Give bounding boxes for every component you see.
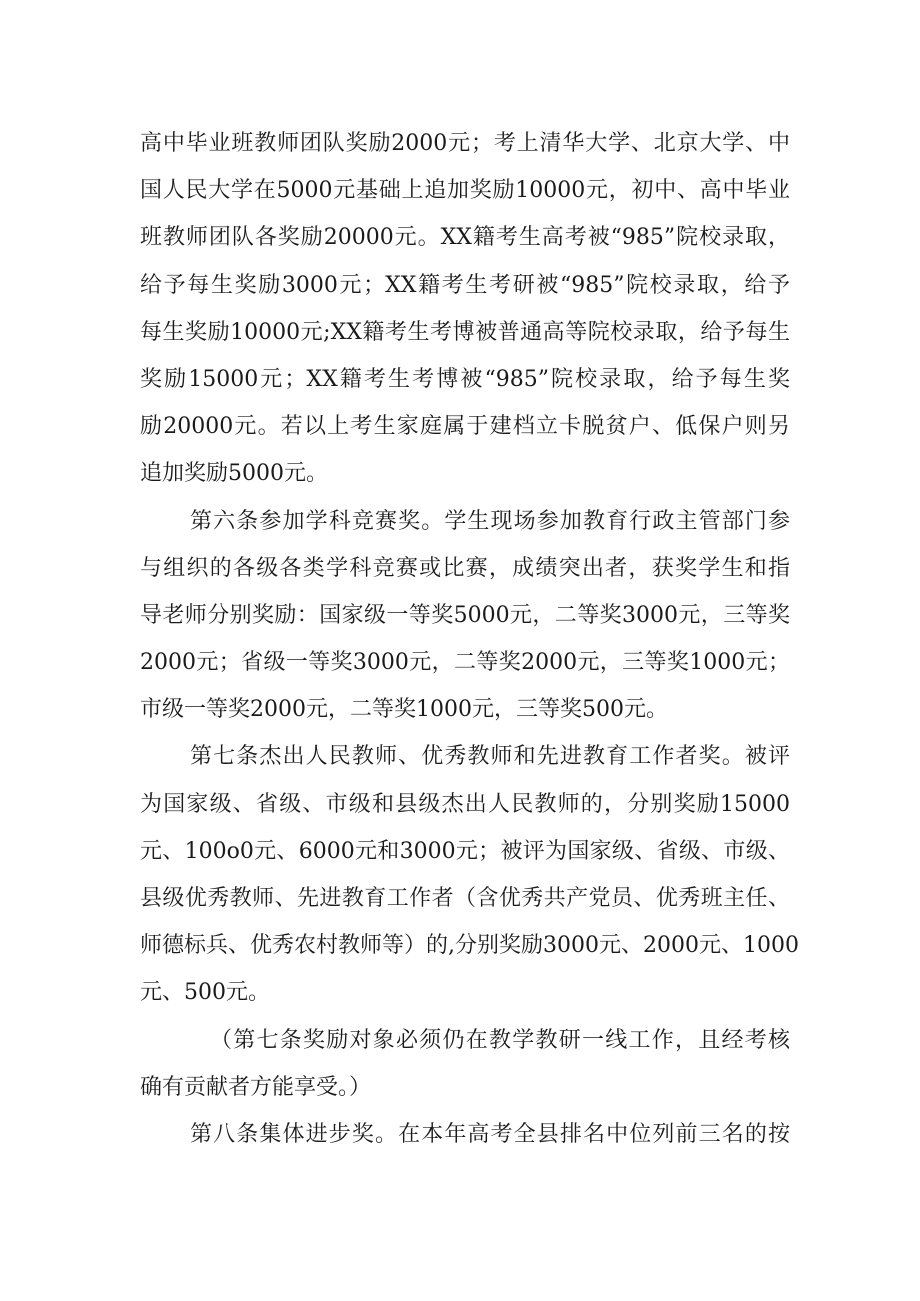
text-line: 县级优秀教师、先进教育工作者（含优秀共产党员、优秀班主任、 bbox=[140, 886, 790, 911]
text-line: 励20000元。若以上考生家庭属于建档立卡脱贫户、低保户则另 bbox=[140, 414, 790, 440]
text-line: 给予每生奖励3000元；XX籍考生考研被“985”院校录取，给予 bbox=[140, 272, 790, 298]
paragraph-article-7-note bbox=[140, 1017, 790, 1111]
text-line: 市级一等奖2000元，二等奖1000元，三等奖500元。 bbox=[140, 697, 668, 723]
paragraph-continuation bbox=[140, 120, 790, 498]
text-line: 奖励15000元；XX籍考生考博被“985”院校录取，给予每生奖 bbox=[140, 366, 790, 392]
text-line: 元、100o0元、6000元和3000元；被评为国家级、省级、市级、 bbox=[140, 838, 790, 864]
document-body bbox=[140, 120, 799, 1158]
text-line: 为国家级、省级、市级和县级杰出人民教师的，分别奖励15000 bbox=[140, 791, 790, 817]
text-line: 班教师团队各奖励20000元。XX籍考生高考被“985”院校录取， bbox=[140, 225, 790, 251]
text-line: 2000元；省级一等奖3000元，二等奖2000元，三等奖1000元； bbox=[140, 650, 790, 676]
text-line: 第八条集体进步奖。在本年高考全县排名中位列前三名的按 bbox=[190, 1121, 790, 1147]
text-line: 追加奖励5000元。 bbox=[140, 461, 328, 487]
text-line: 师德标兵、优秀农村教师等）的,分别奖励3000元、2000元、1000 bbox=[140, 933, 799, 959]
paragraph-article-7 bbox=[140, 733, 799, 1016]
text-line: 与组织的各级各类学科竞赛或比赛，成绩突出者，获奖学生和指 bbox=[140, 555, 790, 581]
text-line: 导老师分别奖励：国家级一等奖5000元，二等奖3000元，三等奖 bbox=[140, 602, 790, 628]
text-line: 第七条杰出人民教师、优秀教师和先进教育工作者奖。被评 bbox=[190, 744, 790, 770]
text-line: 第六条参加学科竞赛奖。学生现场参加教育行政主管部门参 bbox=[190, 508, 790, 534]
text-line: 每生奖励10000元;XX籍考生考博被普通高等院校录取，给予每生 bbox=[140, 319, 790, 345]
text-line: 元、500元。 bbox=[140, 980, 270, 1006]
text-line: 高中毕业班教师团队奖励2000元；考上清华大学、北京大学、中 bbox=[140, 131, 790, 156]
text-line: 国人民大学在5000元基础上追加奖励10000元，初中、高中毕业 bbox=[140, 178, 790, 204]
paragraph-article-8 bbox=[140, 1111, 790, 1158]
text-line: （第七条奖励对象必须仍在教学教研一线工作，且经考核 bbox=[210, 1027, 790, 1053]
text-line: 确有贡献者方能享受。） bbox=[140, 1074, 372, 1100]
paragraph-article-6 bbox=[140, 498, 790, 734]
